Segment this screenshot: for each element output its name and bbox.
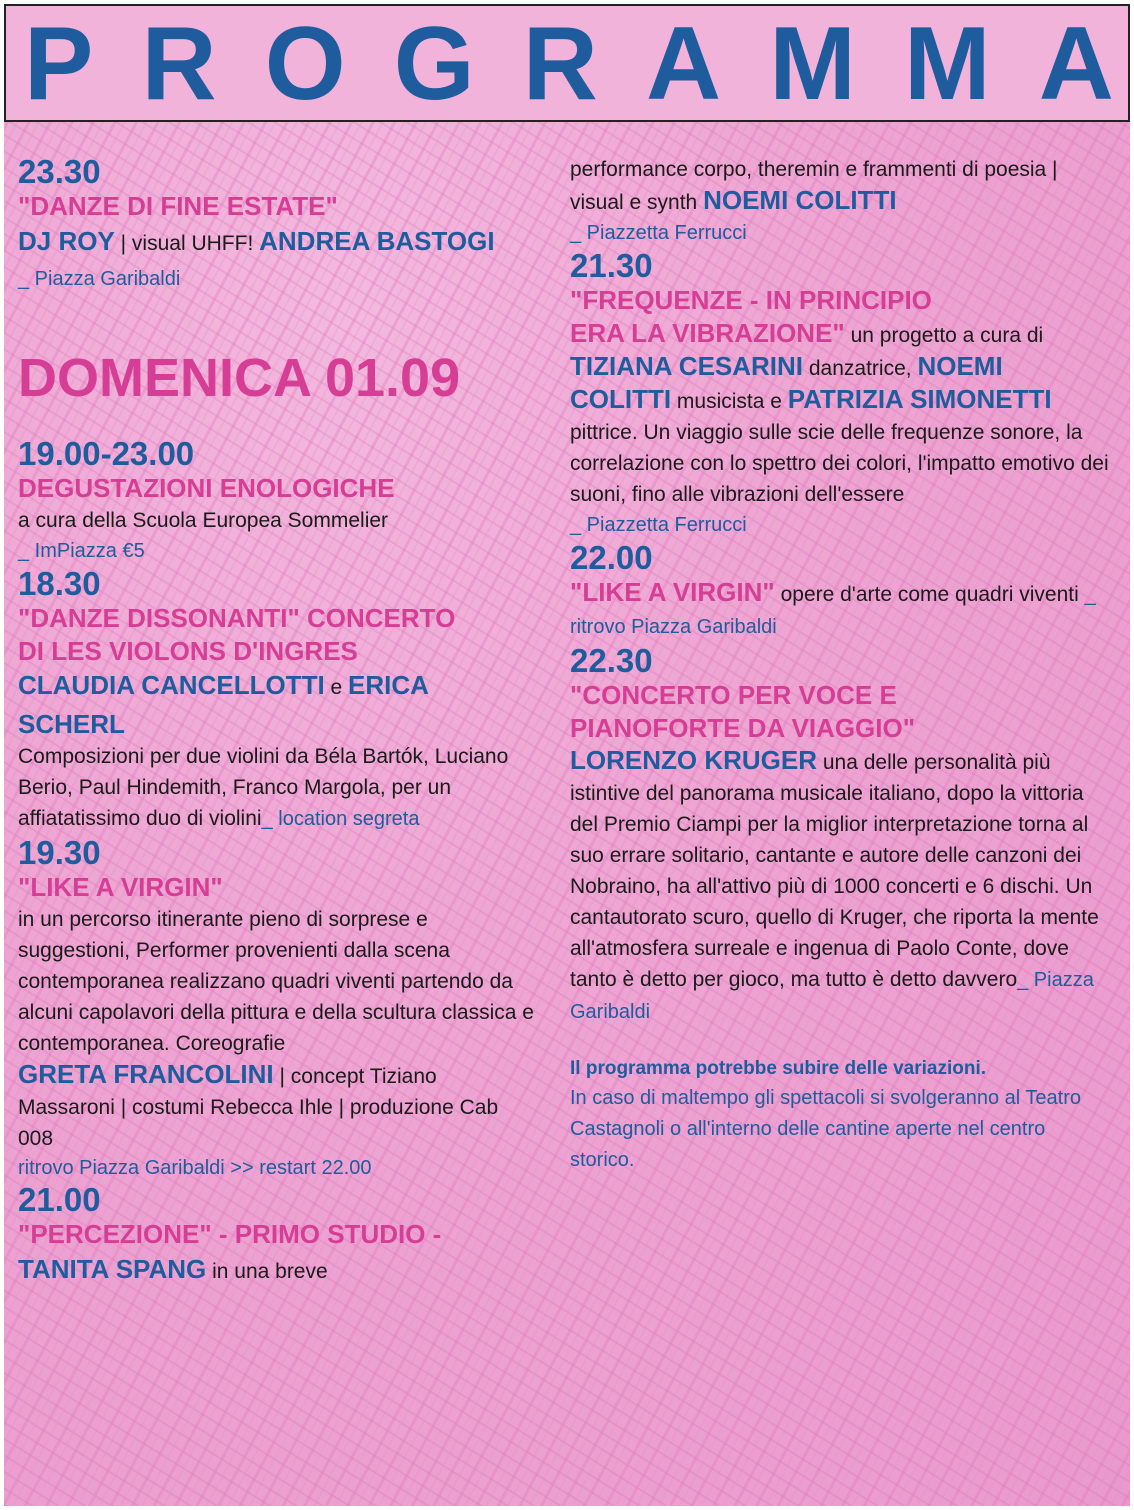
title-letter: A [1038,6,1114,122]
artist-name: LORENZO KRUGER [570,745,817,775]
event-2230 [570,643,1110,1028]
event-time: 18.30 [18,565,101,602]
left-column [18,154,538,1292]
event-description: a cura della Scuola Europea Sommelier [18,509,389,532]
description-text: performance corpo, theremin e frammenti di poesia | visual e synth [570,158,1058,214]
title-letter: P [24,6,94,122]
event-time: 21.30 [570,247,653,284]
event-time: 22.30 [570,642,653,679]
event-time: 22.00 [570,539,653,576]
event-title: "PERCEZIONE" - PRIMO STUDIO - [18,1219,442,1249]
event-description [570,745,1110,1028]
day-heading: DOMENICA 01.09 [18,348,461,408]
event-credits: | visual UHFF! [114,232,260,255]
event-title: "DANZE DISSONANTI" CONCERTO [18,603,456,633]
event-description [570,576,1110,643]
event-2330 [18,154,538,294]
credits-text: | concept Tiziano Massaroni | costumi Rebecca Ihle | produzione Cab 008 [18,1065,499,1150]
event-location: _ Piazza Garibaldi [570,969,1094,1023]
event-location: _ Piazza Garibaldi [18,268,181,290]
event-description [570,317,1110,510]
event-title: "LIKE A VIRGIN" [570,577,775,607]
event-description [18,741,538,835]
event-location: _ Piazzetta Ferrucci [570,514,747,536]
description-text: opere d'arte come quadri viventi [774,583,1085,606]
event-credits [18,1059,538,1154]
event-location: _ Piazzetta Ferrucci [570,222,747,244]
title-letter: G [393,6,475,122]
event-2130 [570,248,1110,540]
event-artists [18,223,538,264]
event-title: "DANZE DI FINE ESTATE" [18,191,338,221]
event-2100-continued [570,154,1110,248]
event-1930 [18,835,538,1182]
description-text: musicista e [671,390,788,413]
event-title: DI LES VIOLONS D'INGRES [18,636,358,666]
event-artists [18,1251,538,1292]
artist-name: TIZIANA CESARINI [570,351,804,381]
event-title: "FREQUENZE - IN PRINCIPIO [570,285,932,315]
event-title: "CONCERTO PER VOCE E [570,680,897,710]
masthead [4,4,1130,122]
event-title: "LIKE A VIRGIN" [18,872,223,902]
artist-name: TANITA SPANG [18,1254,207,1284]
event-title: ERA LA VIBRAZIONE" [570,318,845,348]
note-text: In caso di maltempo gli spettacoli si svolgeranno al Teatro Castagnoli o all'interno delle cantine aperte nel centro storico. [570,1087,1082,1171]
event-description: in una breve [206,1260,328,1283]
title-letter: R [141,6,217,122]
event-2200 [570,540,1110,643]
event-time: 21.00 [18,1181,101,1218]
title-letter: M [904,6,991,122]
event-artists [18,668,538,707]
event-1830 [18,566,538,835]
artist-name: GRETA FRANCOLINI [18,1059,274,1089]
title-letter: A [646,6,722,122]
event-time: 19.30 [18,834,101,871]
description-text: una delle personalità più istintive del panorama musicale italiano, dopo la vittoria del Premio Ciampi per la miglior interpretazione torna al suo errare solitario, cantante e autore delle canzoni dei Nobraino, ha all'attivo più di 1000 concerti e 6 dischi. Un cantautorato scuro, quello di Kruger, che riporta la mente all'atmosfera surreale e ingenua di Paolo Conte, dove tanto è detto per gioco, ma tutto è detto davvero [570,751,1099,991]
title-letter: M [769,6,856,122]
note-heading: Il programma potrebbe subire delle variazioni. [570,1058,986,1079]
event-title: PIANOFORTE DA VIAGGIO" [570,713,916,743]
program-note [570,1054,1110,1176]
artist-name: DJ ROY [18,226,115,256]
event-description [570,154,1110,218]
title-letter: O [264,6,346,122]
event-location: _ location segreta [261,808,420,830]
description-text: danzatrice, [803,357,918,380]
event-time: 23.30 [18,153,101,190]
description-text: pittrice. Un viaggio sulle scie delle frequenze sonore, la correlazione con lo spettro dei colori, l'impatto emotivo dei suoni, fino alle vibrazioni dell'essere [570,421,1109,506]
description-text: un progetto a cura di [844,324,1044,347]
event-title: DEGUSTAZIONI ENOLOGICHE [18,473,395,503]
event-location: ritrovo Piazza Garibaldi >> restart 22.00 [18,1157,372,1179]
right-column [570,154,1110,1176]
artist-name: CLAUDIA CANCELLOTTI [18,670,325,700]
page-title [24,6,1114,122]
event-2100 [18,1182,538,1292]
artist-name: NOEMI COLITTI [703,185,897,215]
event-location: _ ritrovo Piazza Garibaldi [570,584,1096,638]
event-location: _ ImPiazza €5 [18,540,145,562]
artist-name: NOEMI COLITTI [570,351,1003,414]
artist-name: PATRIZIA SIMONETTI [787,384,1052,414]
event-time: 19.00-23.00 [18,435,195,472]
artist-name: ERICA [348,670,429,700]
conjunction: e [324,676,349,699]
artist-name: ANDREA BASTOGI [259,226,495,256]
event-1900 [18,436,538,566]
description-text: Composizioni per due violini da Béla Bartók, Luciano Berio, Paul Hindemith, Franco Margola, per un affiatatissimo duo di violini [18,745,509,830]
title-letter: R [522,6,598,122]
poster [4,4,1130,1506]
event-description: in un percorso itinerante pieno di sorprese e suggestioni, Performer provenienti dalla scena contemporanea realizzano quadri viventi partendo da alcuni capolavori della pittura e della scultura classica e contemporanea. Coreografie [18,908,534,1055]
artist-name: SCHERL [18,709,125,739]
